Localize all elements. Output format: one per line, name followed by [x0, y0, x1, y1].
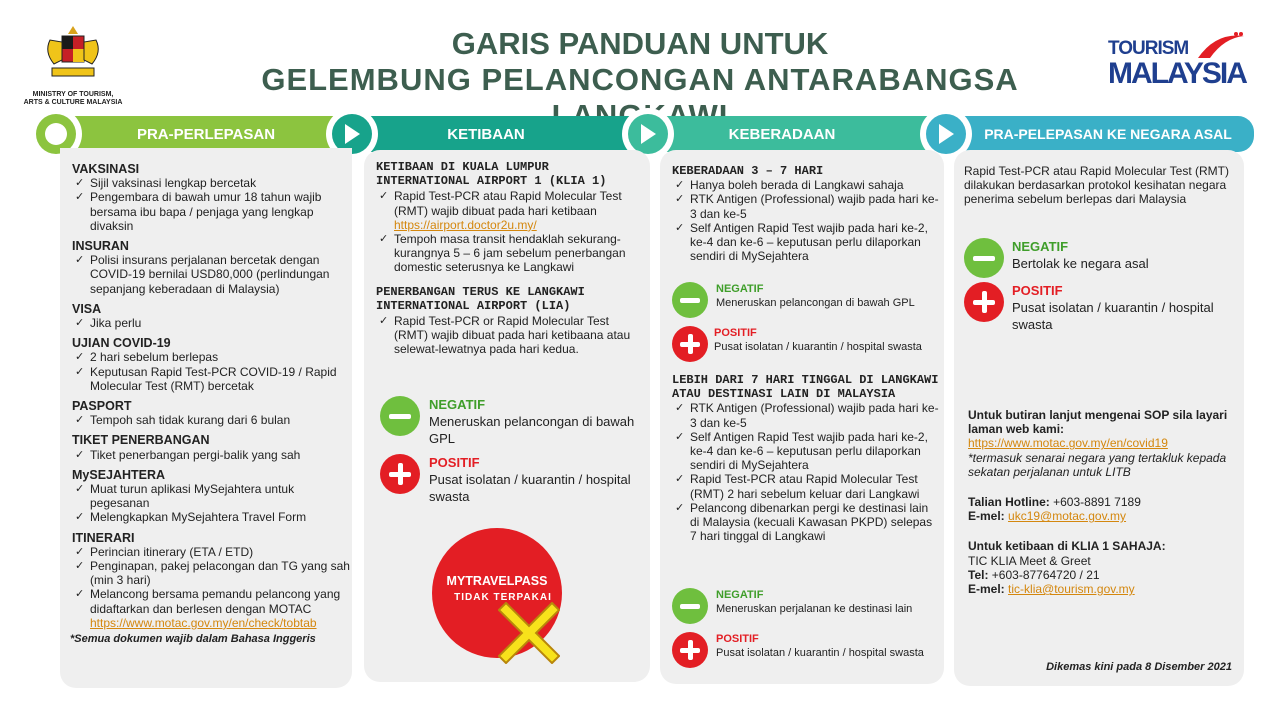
title-line-1: GARIS PANDUAN UNTUK — [451, 26, 829, 61]
negative-label: NEGATIF — [429, 397, 486, 412]
section-heading: PASPORT — [72, 399, 132, 414]
email2-label: E-mel: — [968, 582, 1005, 597]
klia-heading: Untuk ketibaan di KLIA 1 SAHAJA: — [968, 539, 1166, 554]
plus-icon — [964, 282, 1004, 322]
coat-of-arms-icon — [38, 22, 108, 84]
mytravelpass-label: MYTRAVELPASS — [446, 574, 548, 588]
tobtab-link[interactable]: https://www.motac.gov.my/en/check/tobtab — [90, 615, 317, 630]
section-heading: KETIBAAN DI KUALA LUMPUR INTERNATIONAL AIRPORT 1 (KLIA 1) — [376, 160, 607, 189]
list-item: ✓ Perincian itinerary (ETA / ETD) — [72, 545, 354, 559]
list-item: ✓ Pelancong dibenarkan pergi ke destinasi lain di Malaysia (kecuali Kawasan PKPD) selepas 7 hari tinggal di Langkawi — [672, 501, 940, 544]
long-stay-result-negative — [672, 588, 944, 624]
positive-text: Pusat isolatan / kuarantin / hospital swasta — [716, 647, 924, 659]
tel-label: Tel: — [968, 567, 989, 582]
stage-label: KEBERADAAN — [728, 125, 836, 143]
info-note: *termasuk senarai negara yang tertakluk kepada sekatan perjalanan untuk LITB — [968, 450, 1227, 479]
hotline-label: Talian Hotline: — [968, 495, 1050, 510]
minus-icon — [380, 396, 420, 436]
section-heading: VISA — [72, 301, 102, 316]
pre-departure-content — [72, 156, 354, 646]
section-heading: MySEJAHTERA — [72, 467, 166, 482]
hotline-value: +603-8891 7189 — [1049, 495, 1141, 510]
list-item: ✓ Rapid Test-PCR atau Rapid Molecular Test (RMT) 2 hari sebelum keluar dari Langkawi — [672, 472, 940, 500]
negative-label: NEGATIF — [716, 283, 764, 295]
tourism-malaysia-logo — [1108, 38, 1248, 88]
footnote: *Semua dokumen wajib dalam Bahasa Inggeris — [70, 633, 316, 646]
play-arrow-icon — [638, 122, 658, 146]
return-result-negative — [964, 238, 1240, 278]
list-item: ✓ RTK Antigen (Professional) wajib pada hari ke-3 dan ke-5 — [672, 401, 940, 429]
swoosh-icon — [1196, 30, 1246, 60]
klia-name: TIC KLIA Meet & Greet — [968, 553, 1091, 568]
stay-result-negative — [672, 282, 944, 318]
section-heading: LEBIH DARI 7 HARI TINGGAL DI LANGKAWI ATAU DESTINASI LAIN DI MALAYSIA — [672, 373, 939, 402]
minus-icon — [964, 238, 1004, 278]
list-item: ✓ Tempoh sah tidak kurang dari 6 bulan — [72, 413, 354, 427]
cross-mark-icon — [498, 602, 560, 664]
list-item: ✓ Hanya boleh berada di Langkawi sahaja — [672, 178, 940, 192]
list-item: ✓ Tempoh masa transit hendaklah sekurang-kurangnya 5 – 6 jam sebelum penerbangan domestic seterusnya ke Langkawi — [376, 232, 646, 275]
ministry-line-1: MINISTRY OF TOURISM, — [32, 91, 114, 98]
play-arrow-icon — [342, 122, 362, 146]
dot-icon — [45, 123, 67, 145]
section-heading: VAKSINASI — [72, 162, 140, 176]
return-result-positive — [964, 282, 1240, 333]
email-label: E-mel: — [968, 509, 1005, 524]
plus-icon — [672, 632, 708, 668]
result-positive — [380, 454, 640, 505]
plus-icon — [380, 454, 420, 494]
positive-label: POSITIF — [714, 327, 757, 339]
section-heading: PENERBANGAN TERUS KE LANGKAWI INTERNATIONAL AIRPORT (LIA) — [376, 284, 585, 313]
negative-text: Meneruskan pelancongan di bawah GPL — [716, 297, 915, 309]
section-heading: UJIAN COVID-19 — [72, 336, 171, 351]
positive-label: POSITIF — [1012, 283, 1063, 298]
list-item: ✓ Pengembara di bawah umur 18 tahun wajib bersama ibu bapa / penjaga yang lengkap divaksin — [72, 190, 354, 233]
list-item: ✓ Sijil vaksinasi lengkap bercetak — [72, 176, 354, 190]
info-heading: Untuk butiran lanjut mengenai SOP sila layari laman web kami: — [968, 408, 1228, 437]
updated-date: Dikemas kini pada 8 Disember 2021 — [1046, 661, 1232, 673]
stay-result-positive — [672, 326, 948, 362]
ministry-name — [18, 91, 128, 107]
ministry-line-2: ARTS & CULTURE MALAYSIA — [23, 99, 123, 106]
section-heading: KEBERADAAN 3 – 7 HARI — [672, 164, 824, 178]
negative-label: NEGATIF — [1012, 239, 1069, 254]
tel-value: +603-87764720 / 21 — [988, 567, 1100, 582]
section-heading: TIKET PENERBANGAN — [72, 433, 210, 448]
list-item: ✓ Self Antigen Rapid Test wajib pada hari ke-2, ke-4 dan ke-6 – keputusan perlu dilaporkan sendiri di MySejahtera — [672, 221, 940, 264]
stage-label: KETIBAAN — [447, 125, 525, 143]
contact-info — [968, 408, 1238, 596]
result-negative — [380, 396, 640, 447]
list-item — [72, 587, 354, 630]
negative-label: NEGATIF — [716, 589, 764, 601]
list-item: ✓ RTK Antigen (Professional) wajib pada hari ke-3 dan ke-5 — [672, 192, 940, 220]
list-item: ✓ Polisi insurans perjalanan bercetak dengan COVID-19 bernilai USD80,000 (perlindungan sepanjang keberadaan di Malaysia) — [72, 253, 354, 296]
play-arrow-icon — [936, 122, 956, 146]
logo-text-2: MALAYSIA — [1108, 57, 1246, 90]
stay-content — [672, 164, 940, 263]
negative-text: Bertolak ke negara asal — [1012, 256, 1149, 271]
list-item: ✓ Penginapan, pakej pelacongan dan TG yang sah (min 3 hari) — [72, 559, 354, 587]
minus-icon — [672, 588, 708, 624]
list-item-text: Rapid Test-PCR atau Rapid Molecular Test (RMT) wajib dibuat pada hari ketibaan — [394, 189, 622, 218]
email-link[interactable]: ukc19@motac.gov.my — [1008, 509, 1127, 524]
stage-banner-return — [932, 116, 1254, 152]
list-item: ✓ Keputusan Rapid Test-PCR COVID-19 / Rapid Molecular Test (RMT) bercetak — [72, 365, 354, 393]
return-intro: Rapid Test-PCR atau Rapid Molecular Test (RMT) dilakukan berdasarkan protokol kesihatan negara penerima sebelum berlepas dari Malaysia — [964, 164, 1229, 207]
negative-text: Meneruskan pelancongan di bawah GPL — [429, 414, 635, 446]
stage-label: PRA-PELEPASAN KE NEGARA ASAL — [984, 126, 1232, 142]
stage-banner-arrival — [340, 116, 632, 152]
positive-text: Pusat isolatan / kuarantin / hospital swasta — [714, 341, 922, 353]
stage-label: PRA-PERLEPASAN — [136, 125, 276, 143]
section-heading: ITINERARI — [72, 530, 135, 545]
list-item: ✓ 2 hari sebelum berlepas — [72, 350, 354, 364]
list-item: ✓ Tiket penerbangan pergi-balik yang sah — [72, 448, 354, 462]
logo-text-1: TOURISM — [1108, 38, 1189, 59]
long-stay-content — [672, 373, 940, 543]
section-heading: INSURAN — [72, 239, 129, 254]
negative-text: Meneruskan perjalanan ke destinasi lain — [716, 603, 913, 615]
list-item: ✓ Muat turun aplikasi MySejahtera untuk pegesanan — [72, 482, 354, 510]
not-applicable-label: TIDAK TERPAKAI — [454, 592, 552, 603]
list-item-text: Melancong bersama pemandu pelancong yang didaftarkan dan berlesen dengan MOTAC — [90, 587, 341, 616]
list-item: ✓ Rapid Test-PCR or Rapid Molecular Test (RMT) wajib dibuat pada hari ketibaana atau selewat-lewatnya pada hari kedua. — [376, 314, 646, 357]
ministry-crest — [18, 22, 128, 107]
list-item: ✓ Melengkapkan MySejahtera Travel Form — [72, 510, 354, 524]
covid19-link[interactable]: https://www.motac.gov.my/en/covid19 — [968, 436, 1168, 451]
stage-banner-stay — [632, 116, 932, 152]
positive-label: POSITIF — [716, 633, 759, 645]
positive-text: Pusat isolatan / kuarantin / hospital swasta — [1012, 300, 1214, 332]
positive-label: POSITIF — [429, 455, 480, 470]
list-item — [376, 189, 646, 232]
list-item: ✓ Jika perlu — [72, 316, 354, 330]
plus-icon — [672, 326, 708, 362]
positive-text: Pusat isolatan / kuarantin / hospital swasta — [429, 472, 631, 504]
doctor2u-link[interactable]: https://airport.doctor2u.my/ — [394, 217, 537, 232]
arrival-content — [376, 160, 646, 357]
minus-icon — [672, 282, 708, 318]
list-item: ✓ Self Antigen Rapid Test wajib pada hari ke-2, ke-4 dan ke-6 – keputusan perlu dilaporkan sendiri di MySejahtera — [672, 430, 940, 473]
title-line-2: GELEMBUNG PELANCONGAN ANTARABANGSA — [261, 62, 1019, 97]
email2-link[interactable]: tic-klia@tourism.gov.my — [1008, 582, 1135, 597]
long-stay-result-positive — [672, 632, 948, 668]
